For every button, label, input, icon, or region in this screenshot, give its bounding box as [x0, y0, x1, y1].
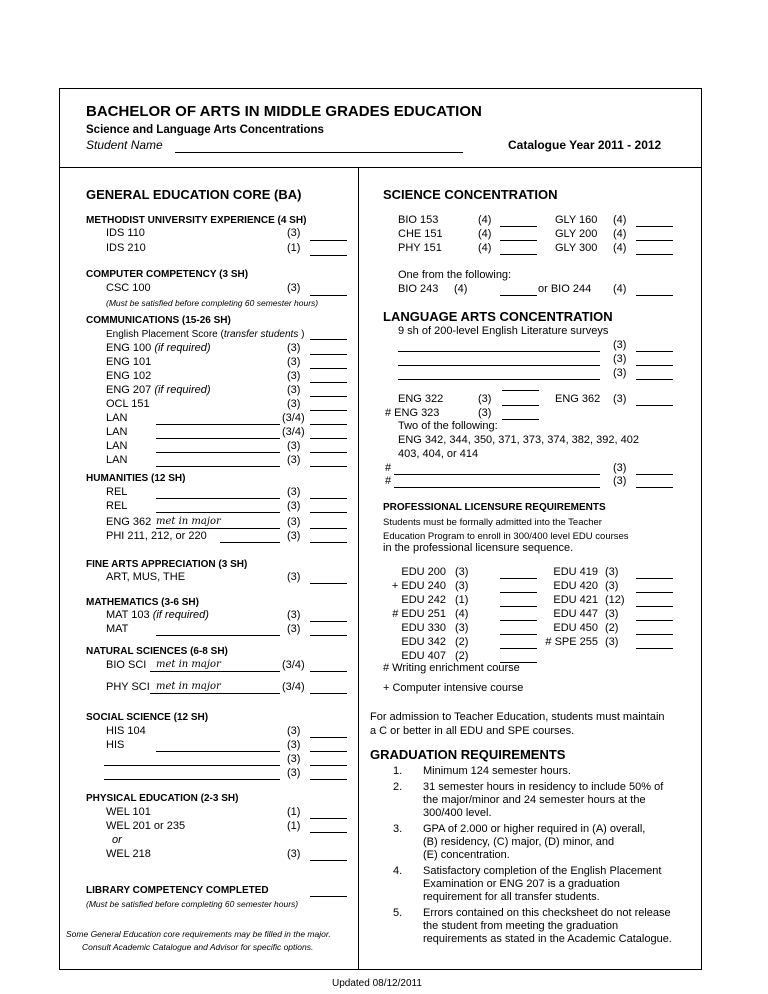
course-code-text: ENG 207: [106, 384, 152, 396]
course-hours: (4): [613, 214, 627, 226]
course-code: [106, 412, 127, 425]
grade-blank[interactable]: [636, 379, 673, 380]
course-hours: (3): [287, 282, 301, 294]
header-divider: [59, 167, 702, 168]
handwritten-note: met in major: [156, 516, 221, 527]
grade-blank[interactable]: [636, 620, 673, 621]
grade-blank[interactable]: [310, 438, 347, 439]
computer-note: (Must be satisfied before completing 60 semester hours): [106, 298, 319, 308]
course-code-text: ENG 102: [106, 370, 152, 382]
grade-blank[interactable]: [310, 896, 347, 897]
course-code: [106, 609, 209, 622]
grade-blank[interactable]: [500, 606, 537, 607]
math-code: MAT 103: [106, 609, 150, 621]
course-code-text: LAN: [106, 440, 128, 452]
grade-blank[interactable]: [310, 860, 347, 861]
placement-suffix: ): [298, 329, 305, 340]
professional-heading: PROFESSIONAL LICENSURE REQUIREMENTS: [383, 502, 606, 513]
course-hours: (1): [287, 820, 301, 832]
course-code-text: LAN: [106, 412, 128, 424]
course-blank[interactable]: [156, 452, 280, 453]
student-name-label: Student Name: [86, 138, 163, 152]
course-code: BIO 243: [398, 283, 439, 295]
course-code: REL: [106, 500, 128, 512]
graduation-number: 3.: [393, 823, 403, 835]
grade-blank[interactable]: [636, 474, 673, 475]
course-code-text: OCL 151: [106, 398, 150, 410]
grade-blank[interactable]: [310, 512, 347, 513]
course-code: [106, 454, 127, 467]
graduation-text: 300/400 level.: [423, 807, 492, 819]
course-code: EDU 242: [401, 594, 446, 606]
grade-blank[interactable]: [636, 365, 673, 366]
language-arts-heading: LANGUAGE ARTS CONCENTRATION: [383, 309, 613, 324]
course-blank[interactable]: [156, 512, 280, 513]
mue-heading: METHODIST UNIVERSITY EXPERIENCE (4 SH): [86, 215, 307, 226]
course-code: PHY 151: [398, 242, 442, 254]
graduation-number: 2.: [393, 781, 403, 793]
course-code: ENG 362: [106, 516, 152, 528]
grade-blank[interactable]: [636, 487, 673, 488]
admission-text: For admission to Teacher Education, students must maintain: [370, 711, 665, 723]
elective-list: ENG 342, 344, 350, 371, 373, 374, 382, 392, 402: [398, 434, 639, 446]
science-heading: SCIENCE CONCENTRATION: [383, 187, 558, 202]
course-hours: (4): [478, 214, 492, 226]
course-hours: (3): [287, 384, 301, 396]
hash-marker: #: [385, 462, 392, 474]
course-hours: (1): [287, 806, 301, 818]
course-hours: (3): [605, 636, 619, 648]
course-code: EDU 421: [553, 594, 598, 606]
grade-blank[interactable]: [500, 226, 537, 227]
course-code: [106, 342, 211, 355]
elective-list: 403, 404, or 414: [398, 448, 479, 460]
course-hours: (3): [613, 353, 627, 365]
grade-blank[interactable]: [636, 634, 673, 635]
course-hours: (4): [613, 283, 627, 295]
course-blank[interactable]: [150, 671, 280, 672]
course-blank[interactable]: [394, 474, 600, 475]
course-hours: (1): [287, 242, 301, 254]
course-note: (if required): [154, 342, 211, 354]
course-code: CSC 100: [106, 282, 151, 294]
course-blank[interactable]: [156, 424, 280, 425]
course-hours: (3): [287, 609, 301, 621]
course-hours: (3): [613, 475, 627, 487]
grade-blank[interactable]: [500, 240, 537, 241]
course-code: [106, 356, 151, 369]
course-blank[interactable]: [156, 528, 280, 529]
survey-text: 9 sh of 200-level English Literature surveys: [398, 325, 609, 337]
graduation-heading: GRADUATION REQUIREMENTS: [370, 747, 566, 762]
course-code: EDU 419: [553, 566, 598, 578]
course-hours: (3): [287, 356, 301, 368]
course-code: IDS 210: [106, 242, 146, 254]
grade-blank[interactable]: [310, 410, 347, 411]
course-code: ENG 322: [398, 393, 444, 405]
course-code-text: LAN: [106, 426, 128, 438]
course-hours: (4): [455, 608, 469, 620]
grade-blank[interactable]: [636, 606, 673, 607]
graduation-text: Satisfactory completion of the English Placement: [423, 865, 662, 877]
course-blank[interactable]: [156, 635, 280, 636]
grade-blank[interactable]: [500, 578, 537, 579]
grade-blank[interactable]: [500, 592, 537, 593]
grade-blank[interactable]: [310, 354, 347, 355]
course-code: BIO 153: [398, 214, 439, 226]
placement-italic: transfer students: [223, 329, 299, 340]
grade-blank[interactable]: [310, 424, 347, 425]
grade-blank[interactable]: [502, 390, 539, 391]
course-code: EDU 342: [401, 636, 446, 648]
grade-blank[interactable]: [310, 498, 347, 499]
grade-blank[interactable]: [310, 339, 347, 340]
pe-heading: PHYSICAL EDUCATION (2-3 SH): [86, 793, 239, 804]
library-heading: LIBRARY COMPETENCY COMPLETED: [86, 885, 269, 896]
graduation-text: requirement for all transfer students.: [423, 891, 600, 903]
grade-blank[interactable]: [310, 671, 347, 672]
grade-blank[interactable]: [636, 226, 673, 227]
grade-blank[interactable]: [310, 621, 347, 622]
course-hours: (3): [613, 462, 627, 474]
course-hours: (4): [454, 283, 468, 295]
course-code: EDU 450: [553, 622, 598, 634]
footnote: Some General Education core requirements may be filled in the major.: [66, 929, 331, 939]
course-blank[interactable]: [398, 379, 600, 380]
course-blank[interactable]: [394, 487, 600, 488]
natural-heading: NATURAL SCIENCES (6-8 SH): [86, 646, 228, 657]
course-code: [106, 370, 151, 383]
grade-blank[interactable]: [310, 382, 347, 383]
math-heading: MATHEMATICS (3-6 SH): [86, 597, 199, 608]
grade-blank[interactable]: [310, 528, 347, 529]
computer-heading: COMPUTER COMPETENCY (3 SH): [86, 269, 249, 280]
course-hours: (3): [605, 580, 619, 592]
course-hours: (12): [605, 594, 625, 606]
course-blank[interactable]: [220, 542, 280, 543]
course-hours: (3): [287, 725, 301, 737]
grade-blank[interactable]: [310, 368, 347, 369]
updated-date: Updated 08/12/2011: [332, 978, 422, 989]
course-code: WEL 201 or 235: [106, 820, 186, 832]
course-code: GLY 200: [555, 228, 598, 240]
course-code: EDU 447: [553, 608, 598, 620]
course-code: [106, 384, 211, 397]
course-hours: (3): [287, 753, 301, 765]
grade-blank[interactable]: [310, 396, 347, 397]
professional-text: in the professional licensure sequence.: [383, 542, 574, 554]
graduation-text: requirements as stated in the Academic Catalogue.: [423, 933, 672, 945]
course-blank[interactable]: [104, 779, 280, 780]
course-code: REL: [106, 486, 128, 498]
course-hours: (3): [613, 367, 627, 379]
course-hours: (3): [605, 566, 619, 578]
grade-blank[interactable]: [310, 583, 347, 584]
computer-legend: + Computer intensive course: [383, 682, 524, 694]
graduation-text: Errors contained on this checksheet do not release: [423, 907, 671, 919]
course-hours: (3/4): [282, 412, 305, 424]
course-code: [106, 398, 150, 411]
math-note: (if required): [152, 609, 209, 621]
professional-text: Education Program to enroll in 300/400 level EDU courses: [383, 531, 629, 542]
grade-blank[interactable]: [636, 648, 673, 649]
handwritten-note: met in major: [156, 681, 221, 692]
course-hours: (2): [455, 636, 469, 648]
course-code: WEL 218: [106, 848, 151, 860]
grade-blank[interactable]: [310, 635, 347, 636]
course-blank[interactable]: [156, 466, 280, 467]
course-code: CHE 151: [398, 228, 443, 240]
grade-blank[interactable]: [500, 620, 537, 621]
grade-blank[interactable]: [310, 765, 347, 766]
grade-blank[interactable]: [310, 779, 347, 780]
course-hours: (2): [455, 650, 469, 662]
course-hours: (3): [287, 516, 301, 528]
course-code: EDU 407: [401, 650, 446, 662]
course-hours: (3): [478, 407, 492, 419]
graduation-text: Minimum 124 semester hours.: [423, 765, 571, 777]
course-code: [106, 426, 127, 439]
course-hours: (2): [605, 622, 619, 634]
grade-blank[interactable]: [310, 255, 347, 256]
grade-blank[interactable]: [310, 737, 347, 738]
course-code: MAT: [106, 623, 129, 635]
grade-blank[interactable]: [310, 240, 347, 241]
grade-blank[interactable]: [310, 466, 347, 467]
course-hours: (3): [287, 848, 301, 860]
course-blank[interactable]: [156, 498, 280, 499]
course-blank[interactable]: [398, 351, 600, 352]
course-hours: (3): [287, 486, 301, 498]
professional-text: Students must be formally admitted into the Teacher: [383, 517, 602, 528]
grade-blank[interactable]: [310, 452, 347, 453]
graduation-number: 4.: [393, 865, 403, 877]
grade-blank[interactable]: [636, 254, 673, 255]
graduation-number: 5.: [393, 907, 403, 919]
course-hours: (3): [613, 339, 627, 351]
course-hours: (3): [287, 571, 301, 583]
graduation-text: the major/minor and 24 semester hours at the: [423, 794, 646, 806]
graduation-text: (E) concentration.: [423, 849, 510, 861]
grade-blank[interactable]: [636, 578, 673, 579]
course-code: EDU 200: [401, 566, 446, 578]
gen-ed-heading: GENERAL EDUCATION CORE (BA): [86, 187, 302, 202]
grade-blank[interactable]: [500, 254, 537, 255]
course-hours: (3): [455, 566, 469, 578]
grade-blank[interactable]: [636, 295, 673, 296]
graduation-text: Examination or ENG 207 is a graduation: [423, 878, 620, 890]
course-code: ENG 362: [555, 393, 601, 405]
communications-heading: COMMUNICATIONS (15-26 SH): [86, 315, 231, 326]
course-code: PHI 211, 212, or 220: [106, 530, 207, 542]
humanities-heading: HUMANITIES (12 SH): [86, 473, 186, 484]
course-hours: (3): [287, 500, 301, 512]
course-code: EDU 330: [401, 622, 446, 634]
course-code: EDU 420: [553, 580, 598, 592]
grade-blank[interactable]: [636, 351, 673, 352]
course-hours: (3): [613, 393, 627, 405]
course-code: + EDU 240: [391, 580, 446, 592]
course-code: BIO SCI: [106, 659, 147, 671]
course-code: GLY 160: [555, 214, 598, 226]
grade-blank[interactable]: [500, 295, 537, 296]
course-code: IDS 110: [106, 227, 145, 239]
course-code: HIS: [106, 739, 125, 751]
handwritten-note: met in major: [156, 659, 221, 670]
course-blank[interactable]: [398, 365, 600, 366]
course-hours: (3): [287, 767, 301, 779]
column-divider: [358, 167, 359, 970]
course-hours: (3): [287, 623, 301, 635]
course-hours: (3): [287, 398, 301, 410]
course-hours: (3): [605, 608, 619, 620]
course-hours: (3): [455, 622, 469, 634]
course-hours: (3): [287, 227, 301, 239]
grade-blank[interactable]: [310, 295, 347, 296]
page-subtitle: Science and Language Arts Concentrations: [86, 124, 324, 136]
course-blank[interactable]: [156, 751, 280, 752]
course-hours: (1): [455, 594, 469, 606]
course-code: GLY 300: [555, 242, 598, 254]
course-blank[interactable]: [156, 438, 280, 439]
grade-blank[interactable]: [310, 542, 347, 543]
grade-blank[interactable]: [636, 592, 673, 593]
course-hours: (3/4): [282, 426, 305, 438]
course-hours: (3/4): [282, 659, 305, 671]
hash-marker: #: [385, 475, 392, 487]
or-text: or: [112, 834, 122, 846]
course-code: HIS 104: [106, 725, 146, 737]
placement-score: [106, 328, 304, 341]
student-name-field[interactable]: [175, 152, 463, 153]
course-hours: (3): [287, 530, 301, 542]
footnote: Consult Academic Catalogue and Advisor for specific options.: [82, 942, 314, 952]
course-hours: (3/4): [282, 681, 305, 693]
grade-blank[interactable]: [636, 240, 673, 241]
course-hours: (4): [478, 228, 492, 240]
grade-blank[interactable]: [310, 818, 347, 819]
course-hours: (3): [478, 393, 492, 405]
grade-blank[interactable]: [500, 634, 537, 635]
course-code-text: ENG 100: [106, 342, 152, 354]
placement-prefix: English Placement Score (: [106, 329, 224, 340]
catalogue-year: Catalogue Year 2011 - 2012: [508, 138, 662, 152]
course-code: PHY SCI: [106, 681, 150, 693]
library-note: (Must be satisfied before completing 60 semester hours): [86, 899, 299, 909]
course-hours: (4): [478, 242, 492, 254]
fine-arts-heading: FINE ARTS APPRECIATION (3 SH): [86, 559, 248, 570]
course-code-text: ENG 101: [106, 356, 152, 368]
course-hours: (3): [287, 370, 301, 382]
page-title: BACHELOR OF ARTS IN MIDDLE GRADES EDUCATION: [86, 103, 482, 120]
grade-blank[interactable]: [502, 419, 539, 420]
writing-legend: # Writing enrichment course: [383, 662, 520, 674]
course-hours: (3): [287, 454, 301, 466]
course-code: [106, 440, 127, 453]
course-hours: (4): [613, 228, 627, 240]
course-hours: (3): [287, 739, 301, 751]
graduation-text: the student from meeting the graduation: [423, 920, 619, 932]
course-hours: (3): [287, 440, 301, 452]
admission-text: a C or better in all EDU and SPE courses.: [370, 725, 575, 737]
course-note: (if required): [154, 384, 211, 396]
two-of-text: Two of the following:: [398, 420, 498, 432]
grade-blank[interactable]: [500, 648, 537, 649]
grade-blank[interactable]: [502, 405, 539, 406]
course-code: WEL 101: [106, 806, 151, 818]
grade-blank[interactable]: [636, 405, 673, 406]
course-hours: (3): [455, 580, 469, 592]
course-code-text: LAN: [106, 454, 128, 466]
course-code: # EDU 251: [392, 608, 446, 620]
course-code: # SPE 255: [545, 636, 598, 648]
graduation-text: 31 semester hours in residency to include 50% of: [423, 781, 664, 793]
graduation-number: 1.: [393, 765, 403, 777]
grade-blank[interactable]: [310, 693, 347, 694]
course-code: # ENG 323: [385, 407, 440, 419]
one-from-text: One from the following:: [398, 269, 512, 281]
grade-blank[interactable]: [310, 751, 347, 752]
course-blank[interactable]: [150, 693, 280, 694]
grade-blank[interactable]: [310, 832, 347, 833]
course-code: or BIO 244: [538, 283, 592, 295]
course-hours: (4): [613, 242, 627, 254]
graduation-text: (B) residency, (C) major, (D) minor, and: [423, 836, 615, 848]
social-heading: SOCIAL SCIENCE (12 SH): [86, 712, 209, 723]
course-code: ART, MUS, THE: [106, 571, 186, 583]
course-blank[interactable]: [104, 765, 280, 766]
graduation-text: GPA of 2.000 or higher required in (A) overall,: [423, 823, 646, 835]
course-hours: (3): [287, 342, 301, 354]
